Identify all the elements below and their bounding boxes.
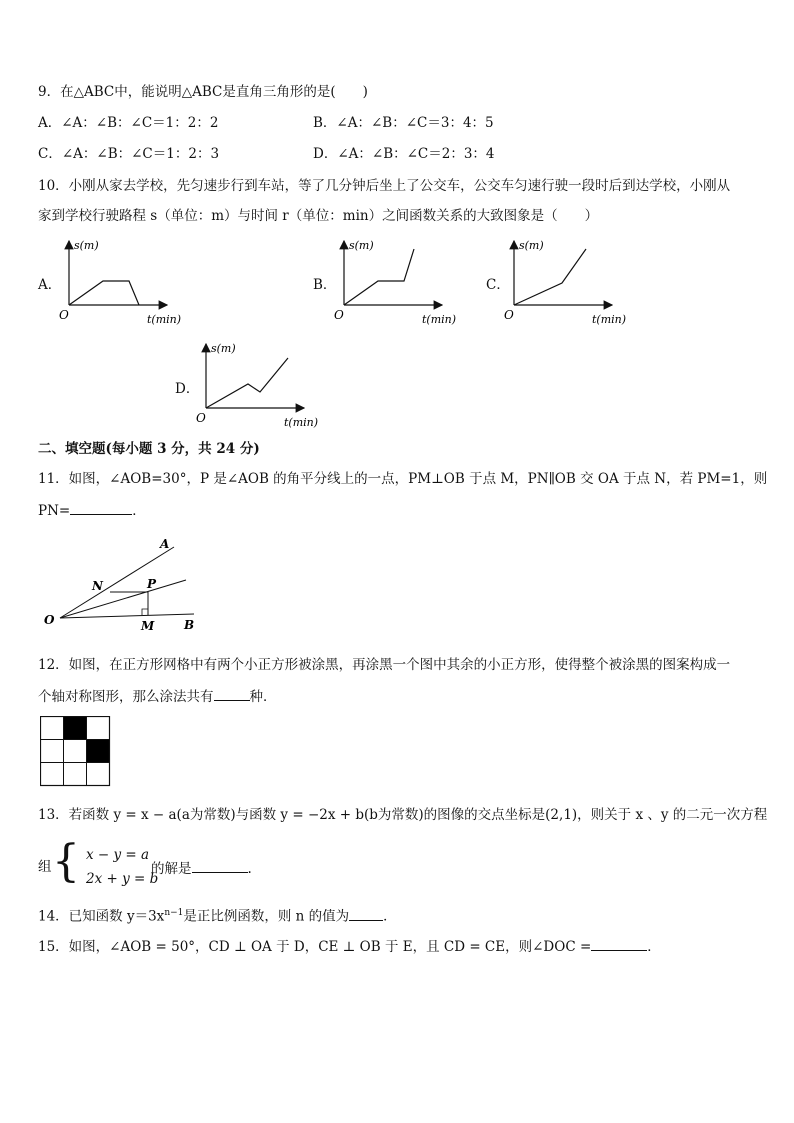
q11-answer-blank <box>70 500 132 515</box>
ray-oa <box>60 547 174 618</box>
q10-graph-c-label: C． <box>486 277 510 293</box>
q13-eq2: 2x + y = b <box>86 871 159 887</box>
bisector-op <box>60 580 186 618</box>
label-m: M <box>141 619 155 632</box>
origin-label: O <box>59 308 69 322</box>
q13-solution-line <box>151 858 252 878</box>
q14-end: ． <box>383 908 397 925</box>
q10-graph-a <box>55 235 190 330</box>
q13-eq1: x − y = a <box>86 847 150 863</box>
x-axis-label: t(min) <box>592 313 627 326</box>
q11-figure <box>38 532 208 632</box>
q13-answer-blank <box>192 858 248 873</box>
grid-filled-cell <box>63 716 86 739</box>
q13-end: . <box>247 861 252 877</box>
ray-ob <box>60 614 194 618</box>
q11-end: ． <box>132 503 146 519</box>
q10-stem-line2: 家到学校行驶路程 s（单位：m）与时间 r（单位：min）之间函数关系的大致图象是（ ） <box>38 208 599 224</box>
y-axis-label: s(m) <box>349 239 374 252</box>
q10-graph-d <box>192 338 327 433</box>
q15-stem-line <box>38 936 661 956</box>
q10-graph-c <box>500 235 635 330</box>
q15-stem: 15．如图，∠AOB = 50°，CD ⊥ OA 于 D，CE ⊥ OB 于 E，且 CD = CE，则∠DOC = <box>38 939 592 955</box>
q15-answer-blank <box>591 936 647 951</box>
x-axis-label: t(min) <box>284 416 319 429</box>
label-o: O <box>44 613 55 627</box>
q10-graph-b-label: B． <box>313 277 337 293</box>
q10-graph-a-label: A． <box>38 277 62 293</box>
q14-exponent: n−1 <box>164 908 184 918</box>
q11-stem-line2 <box>38 500 146 520</box>
q9-option-d: D．∠A：∠B：∠C＝2：3：4 <box>313 146 495 162</box>
q12-grid <box>40 716 112 788</box>
origin-label: O <box>334 308 344 322</box>
q9-option-c: C．∠A：∠B：∠C＝1：2：3 <box>38 146 220 162</box>
q14-stem <box>38 904 397 926</box>
label-b: B <box>184 618 195 632</box>
q13-brace: { <box>52 836 80 887</box>
label-a: A <box>160 537 170 551</box>
q14-answer-blank <box>349 906 383 921</box>
q12-stem-line1: 12．如图，在正方形网格中有两个小正方形被涂黑，再涂黑一个图中其余的小正方形，使得整个被涂黑的图案构成一 <box>38 657 731 673</box>
grid-filled-cell <box>87 739 110 762</box>
y-axis-label: s(m) <box>211 342 236 355</box>
origin-label: O <box>504 308 514 322</box>
q14-stem-pre: 14．已知函数 y＝3x <box>38 908 165 925</box>
q9-stem: 9．在△ABC中，能说明△ABC是直角三角形的是( ) <box>38 84 368 100</box>
origin-label: O <box>196 411 206 425</box>
y-axis-label: s(m) <box>519 239 544 252</box>
q15-end: ． <box>647 939 661 955</box>
graph-a-curve <box>69 281 139 305</box>
q12-stem-line2 <box>38 686 277 706</box>
graph-c-curve <box>514 249 586 305</box>
label-p: P <box>147 577 157 591</box>
q12-stem-pre: 个轴对称图形，那么涂法共有 <box>38 689 214 705</box>
q13-group-prefix: 组 <box>38 859 52 875</box>
q9-option-a: A．∠A：∠B：∠C＝1：2：2 <box>38 115 219 131</box>
q10-stem-line1: 10．小刚从家去学校，先匀速步行到车站，等了几分钟后坐上了公交车，公交车匀速行驶一段时后到达学校，小刚从 <box>38 178 731 194</box>
q12-answer-blank <box>214 686 250 701</box>
q11-stem-line1: 11．如图，∠AOB=30°，P 是∠AOB 的角平分线上的一点，PM⊥OB 于点 M，PN∥OB 交 OA 于点 N，若 PM=1，则 <box>38 471 768 487</box>
graph-b-curve <box>344 249 414 305</box>
q13-suffix: 的解是 <box>151 861 192 877</box>
q10-graph-b <box>330 235 465 330</box>
section2-title: 二、填空题(每小题 3 分，共 24 分) <box>38 441 260 457</box>
q11-pn-label: PN= <box>38 503 71 519</box>
graph-d-curve <box>206 358 288 408</box>
label-n: N <box>92 579 103 593</box>
x-axis-label: t(min) <box>147 313 182 326</box>
q13-stem: 13．若函数 y = x − a(a为常数)与函数 y = −2x + b(b为常数)的图像的交点坐标是(2,1)，则关于 x 、y 的二元一次方程 <box>38 807 768 823</box>
q14-stem-post: 是正比例函数，则 n 的值为 <box>183 908 350 925</box>
y-axis-label: s(m) <box>74 239 99 252</box>
right-angle-mark <box>142 609 148 615</box>
x-axis-label: t(min) <box>422 313 457 326</box>
q9-option-b: B．∠A：∠B：∠C＝3：4：5 <box>313 115 494 131</box>
q12-stem-post: 种． <box>249 689 277 705</box>
q10-graph-d-label: D． <box>175 381 200 397</box>
